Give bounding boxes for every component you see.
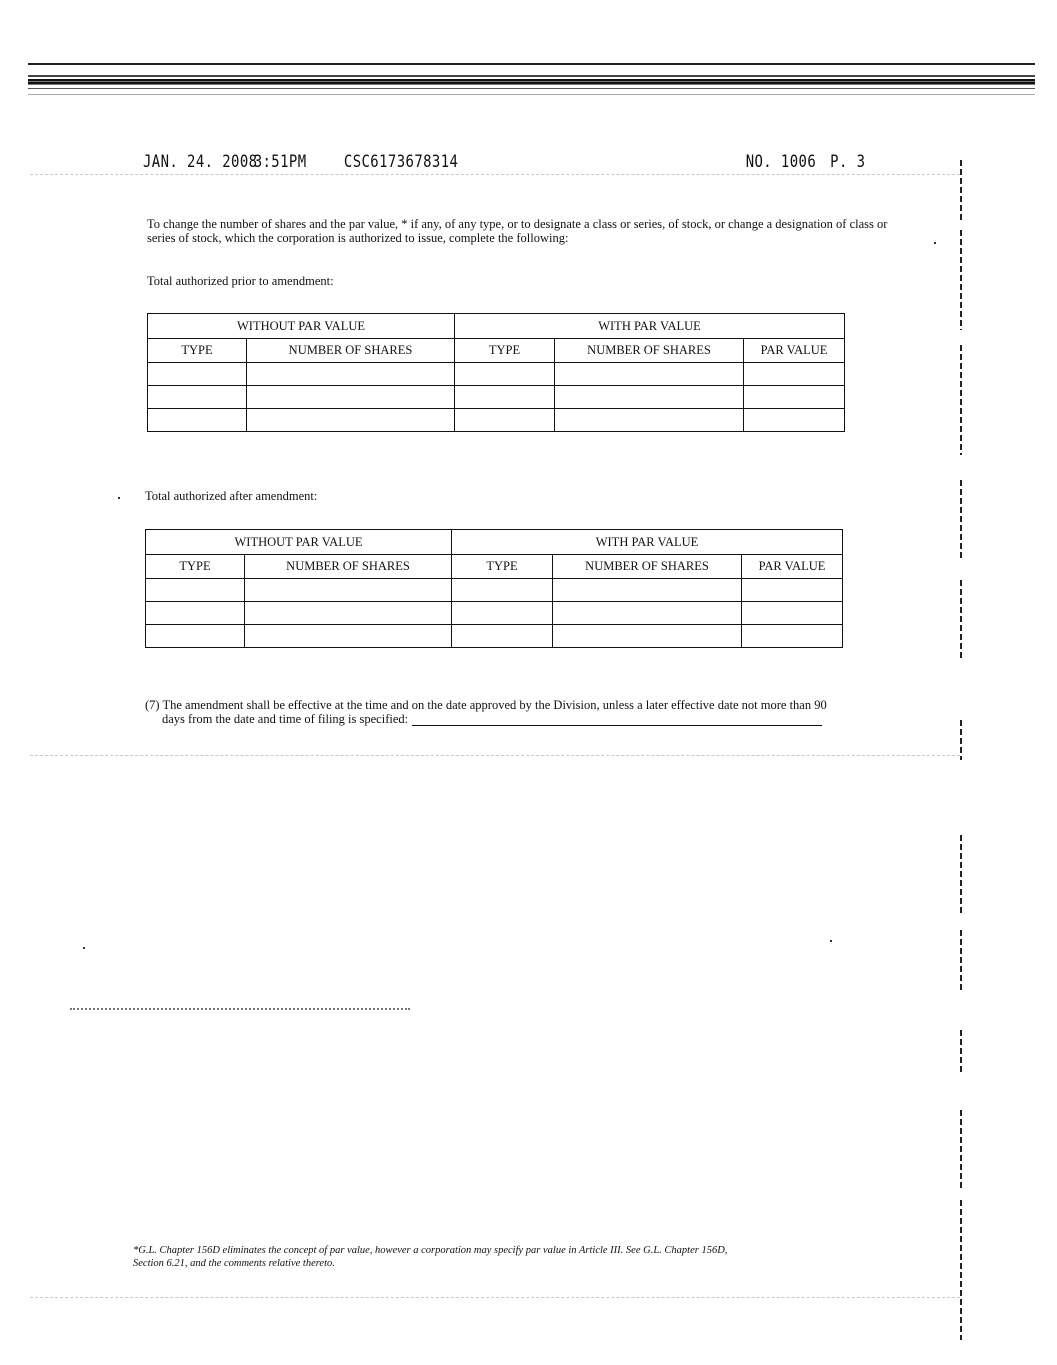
column-header-type: TYPE [148,339,247,363]
table-cell[interactable] [553,625,742,648]
table-cell[interactable] [555,409,744,432]
table-cell[interactable] [455,363,555,386]
scan-margin-mark [960,1110,962,1190]
fax-time: 3:51PM [253,152,307,172]
fax-number: NO. 1006 [745,152,817,172]
table-row [146,625,843,648]
table-cell[interactable] [744,386,845,409]
fax-sender-id: CSC6173678314 [343,152,459,172]
table-cell[interactable] [455,409,555,432]
table-row [148,409,845,432]
table-cell[interactable] [247,386,455,409]
table-cell[interactable] [452,579,553,602]
intro-paragraph: To change the number of shares and the par value, * if any, of any type, or to designate a class or series, of stock, or change a designation of class or series of stock, which the corporation is authorized to issue, complete the following: [147,217,888,245]
table-cell[interactable] [146,602,245,625]
table-row [148,363,845,386]
scan-margin-mark [960,160,962,220]
table-cell[interactable] [744,409,845,432]
footnote-line-1: *G.L. Chapter 156D eliminates the concept of par value, however a corporation may specify par value in Article III. See G.L. Chapter 156D, [133,1245,728,1256]
fax-page-number: P. 3 [830,152,866,172]
table-cell[interactable] [148,409,247,432]
table-cell[interactable] [455,386,555,409]
column-header-number-of-shares: NUMBER OF SHARES [555,339,744,363]
item-7-line-2-wrapper [145,712,885,726]
table-cell[interactable] [146,579,245,602]
scan-artifact-rule [30,174,960,175]
scan-margin-mark [960,1200,962,1340]
scan-speck [118,497,120,499]
table-cell[interactable] [742,602,843,625]
group-header-with-par: WITH PAR VALUE [452,530,843,555]
scan-margin-mark [960,345,962,455]
footnote [133,1244,813,1270]
scan-artifact-rule [30,755,960,756]
column-header-number-of-shares: NUMBER OF SHARES [553,555,742,579]
scan-speck [83,947,85,949]
table-cell[interactable] [146,625,245,648]
scan-margin-mark [960,230,962,330]
table-cell[interactable] [742,579,843,602]
column-header-number-of-shares: NUMBER OF SHARES [245,555,452,579]
scan-artifact-line [28,94,1035,95]
table-cell[interactable] [247,363,455,386]
table-cell[interactable] [553,579,742,602]
scan-artifact-band [28,79,1035,85]
group-header-with-par: WITH PAR VALUE [455,314,845,339]
shares-table-after [145,529,843,648]
scan-margin-mark [960,720,962,760]
table-cell[interactable] [148,363,247,386]
column-header-type: TYPE [455,339,555,363]
item-7-line-1: (7) The amendment shall be effective at the time and on the date approved by the Division, unless a later effective date not more than 90 [145,698,827,712]
shares-table-prior [147,313,845,432]
scan-artifact-line [28,88,1035,89]
after-amendment-label: Total authorized after amendment: [145,489,318,503]
item-7-line-2: days from the date and time of filing is specified: [162,712,409,726]
footnote-line-2: Section 6.21, and the comments relative thereto. [133,1258,335,1269]
scan-artifact-rule [30,1297,960,1298]
group-header-without-par: WITHOUT PAR VALUE [146,530,452,555]
effective-date-field[interactable] [412,715,822,726]
fax-header [143,152,866,174]
group-header-without-par: WITHOUT PAR VALUE [148,314,455,339]
table-cell[interactable] [742,625,843,648]
table-cell[interactable] [245,602,452,625]
table-cell[interactable] [247,409,455,432]
fax-date: JAN. 24. 2008 [143,152,258,172]
item-7-effective-date [145,698,885,726]
table-row [146,602,843,625]
scan-artifact-line [28,63,1035,65]
scan-artifact-rule [70,1008,410,1010]
table-row [148,386,845,409]
scan-margin-mark [960,480,962,560]
table-cell[interactable] [452,602,553,625]
scan-artifact-line [28,75,1035,77]
column-header-par-value: PAR VALUE [742,555,843,579]
column-header-number-of-shares: NUMBER OF SHARES [247,339,455,363]
table-cell[interactable] [555,386,744,409]
scan-margin-mark [960,835,962,915]
scan-margin-mark [960,930,962,990]
table-cell[interactable] [452,625,553,648]
column-header-par-value: PAR VALUE [744,339,845,363]
column-header-type: TYPE [452,555,553,579]
prior-amendment-label: Total authorized prior to amendment: [147,274,334,288]
scan-margin-mark [960,580,962,660]
table-row [146,579,843,602]
scan-speck [830,940,832,942]
table-cell[interactable] [148,386,247,409]
scan-speck [934,242,936,244]
column-header-type: TYPE [146,555,245,579]
table-cell[interactable] [744,363,845,386]
scan-margin-mark [960,1030,962,1075]
table-cell[interactable] [245,625,452,648]
table-cell[interactable] [553,602,742,625]
table-cell[interactable] [245,579,452,602]
table-cell[interactable] [555,363,744,386]
